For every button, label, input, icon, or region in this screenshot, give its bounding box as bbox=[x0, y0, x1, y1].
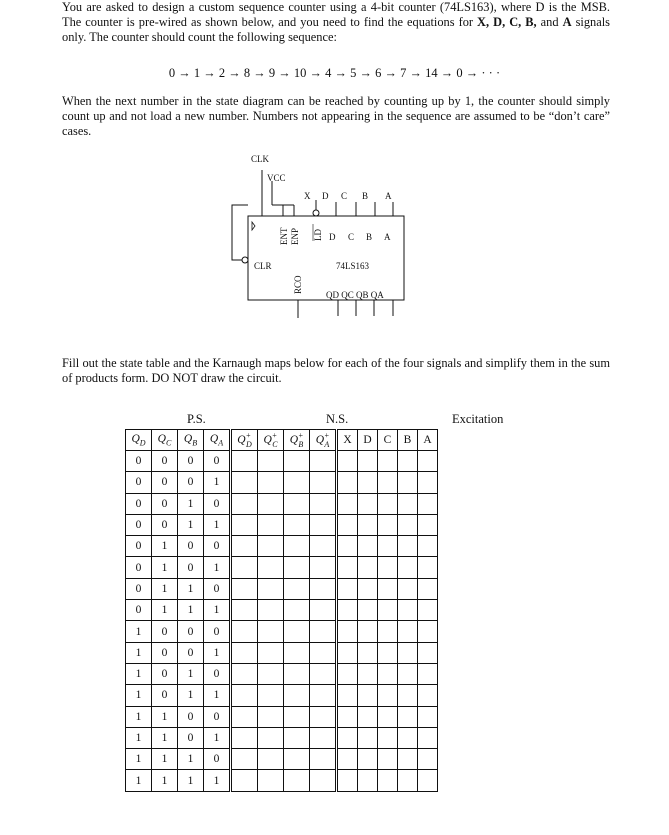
ps-cell: 0 bbox=[178, 706, 204, 727]
excitation-cell[interactable] bbox=[378, 706, 398, 727]
excitation-cell[interactable] bbox=[337, 642, 358, 663]
excitation-cell[interactable] bbox=[398, 472, 418, 493]
ns-cell[interactable] bbox=[258, 706, 284, 727]
excitation-cell[interactable] bbox=[398, 451, 418, 472]
ns-cell[interactable] bbox=[310, 749, 337, 770]
ps-cell: 1 bbox=[152, 770, 178, 791]
ns-cell[interactable] bbox=[258, 663, 284, 684]
ps-cell: 0 bbox=[204, 706, 231, 727]
ps-cell: 0 bbox=[152, 451, 178, 472]
input-a: A bbox=[385, 191, 392, 201]
ns-cell[interactable] bbox=[310, 578, 337, 599]
ns-label: N.S. bbox=[326, 412, 349, 426]
state-table bbox=[125, 429, 438, 792]
ps-cell: 0 bbox=[204, 493, 231, 514]
excitation-cell[interactable] bbox=[378, 770, 398, 791]
excitation-cell[interactable] bbox=[337, 472, 358, 493]
ns-cell[interactable] bbox=[258, 600, 284, 621]
excitation-cell[interactable] bbox=[378, 536, 398, 557]
ns-cell[interactable] bbox=[231, 600, 258, 621]
excitation-cell[interactable] bbox=[418, 451, 438, 472]
table-row bbox=[126, 493, 438, 514]
exc-label: Excitation bbox=[452, 412, 504, 426]
table-row bbox=[126, 770, 438, 791]
excitation-cell[interactable] bbox=[378, 472, 398, 493]
rule-text: When the next number in the state diagram can be reached by counting up by 1, the counter should simply count up and not load a new number. Numbers not appearing in the sequence are assumed to be “don’t care” cases. bbox=[62, 94, 610, 138]
ns-cell[interactable] bbox=[284, 621, 310, 642]
excitation-cell[interactable] bbox=[337, 770, 358, 791]
excitation-cell[interactable] bbox=[378, 642, 398, 663]
ps-cell: 0 bbox=[152, 685, 178, 706]
excitation-cell[interactable] bbox=[398, 514, 418, 535]
ns-cell[interactable] bbox=[284, 514, 310, 535]
excitation-cell[interactable] bbox=[418, 663, 438, 684]
intro-and: and bbox=[536, 15, 563, 29]
ns-cell[interactable] bbox=[310, 514, 337, 535]
excitation-cell[interactable] bbox=[398, 770, 418, 791]
ps-cell: 0 bbox=[126, 578, 152, 599]
ps-cell: 1 bbox=[152, 727, 178, 748]
excitation-cell[interactable] bbox=[358, 642, 378, 663]
excitation-cell[interactable] bbox=[337, 451, 358, 472]
excitation-cell[interactable] bbox=[418, 493, 438, 514]
chip-body bbox=[248, 216, 404, 300]
ns-cell[interactable] bbox=[310, 706, 337, 727]
ns-cell[interactable] bbox=[231, 557, 258, 578]
ns-cell[interactable] bbox=[258, 621, 284, 642]
ps-cell: 0 bbox=[126, 536, 152, 557]
excitation-cell[interactable] bbox=[378, 557, 398, 578]
table-row bbox=[126, 749, 438, 770]
ps-cell: 1 bbox=[152, 557, 178, 578]
ps-cell: 1 bbox=[204, 600, 231, 621]
table-row bbox=[126, 621, 438, 642]
ps-cell: 0 bbox=[204, 663, 231, 684]
excitation-cell[interactable] bbox=[398, 727, 418, 748]
pin-b: B bbox=[366, 232, 373, 242]
excitation-cell[interactable] bbox=[358, 749, 378, 770]
excitation-cell[interactable] bbox=[398, 706, 418, 727]
ps-cell: 0 bbox=[152, 621, 178, 642]
ns-cell[interactable] bbox=[284, 451, 310, 472]
excitation-cell[interactable] bbox=[398, 493, 418, 514]
ns-cell[interactable] bbox=[310, 557, 337, 578]
input-c: C bbox=[341, 191, 348, 201]
ps-cell: 1 bbox=[204, 514, 231, 535]
table-row bbox=[126, 727, 438, 748]
excitation-cell[interactable] bbox=[337, 685, 358, 706]
ns-cell[interactable] bbox=[258, 642, 284, 663]
pin-c: C bbox=[348, 232, 355, 242]
excitation-cell[interactable] bbox=[337, 727, 358, 748]
pin-a: A bbox=[384, 232, 391, 242]
ns-cell[interactable] bbox=[310, 770, 337, 791]
ps-cell: 1 bbox=[178, 493, 204, 514]
intro-vars: X, D, C, B, bbox=[477, 15, 537, 29]
ns-cell[interactable] bbox=[284, 727, 310, 748]
ns-cell[interactable] bbox=[231, 472, 258, 493]
ps-cell: 1 bbox=[152, 536, 178, 557]
excitation-cell[interactable] bbox=[358, 451, 378, 472]
excitation-cell[interactable] bbox=[337, 706, 358, 727]
excitation-cell[interactable] bbox=[378, 451, 398, 472]
ns-cell[interactable] bbox=[310, 663, 337, 684]
ps-cell: 1 bbox=[204, 770, 231, 791]
excitation-cell[interactable] bbox=[337, 557, 358, 578]
ns-cell[interactable] bbox=[258, 472, 284, 493]
ps-cell: 0 bbox=[126, 557, 152, 578]
table-row bbox=[126, 514, 438, 535]
ns-cell[interactable] bbox=[310, 600, 337, 621]
ps-cell: 0 bbox=[178, 536, 204, 557]
excitation-cell[interactable] bbox=[337, 749, 358, 770]
ns-cell[interactable] bbox=[231, 514, 258, 535]
excitation-cell[interactable] bbox=[398, 663, 418, 684]
ent-label: ENT bbox=[279, 227, 289, 245]
ns-cell[interactable] bbox=[310, 493, 337, 514]
ps-cell: 1 bbox=[178, 600, 204, 621]
ns-cell[interactable] bbox=[284, 472, 310, 493]
excitation-cell[interactable] bbox=[398, 685, 418, 706]
ps-cell: 0 bbox=[126, 472, 152, 493]
excitation-cell[interactable] bbox=[398, 642, 418, 663]
chip-label: 74LS163 bbox=[336, 261, 370, 271]
ns-cell[interactable] bbox=[258, 451, 284, 472]
instruction-text: Fill out the state table and the Karnaugh maps below for each of the four signals and simplify them in the sum of products form. DO NOT draw the circuit. bbox=[62, 356, 610, 385]
excitation-cell[interactable] bbox=[378, 621, 398, 642]
excitation-cell[interactable] bbox=[358, 514, 378, 535]
excitation-cell[interactable] bbox=[418, 770, 438, 791]
excitation-cell[interactable] bbox=[418, 536, 438, 557]
ld-label: LD bbox=[313, 229, 323, 241]
ns-cell[interactable] bbox=[258, 536, 284, 557]
ns-cell[interactable] bbox=[231, 770, 258, 791]
ps-cell: 1 bbox=[152, 578, 178, 599]
ps-cell: 0 bbox=[126, 600, 152, 621]
ps-cell: 0 bbox=[152, 642, 178, 663]
excitation-cell[interactable] bbox=[418, 749, 438, 770]
excitation-cell[interactable] bbox=[358, 472, 378, 493]
ps-cell: 1 bbox=[178, 685, 204, 706]
ps-cell: 0 bbox=[178, 727, 204, 748]
table-row bbox=[126, 578, 438, 599]
ns-cell[interactable] bbox=[258, 727, 284, 748]
ps-cell: 0 bbox=[126, 514, 152, 535]
ns-cell[interactable] bbox=[284, 770, 310, 791]
exc-col-b: B bbox=[398, 430, 418, 451]
ns-cell[interactable] bbox=[310, 642, 337, 663]
exc-col-d: D bbox=[358, 430, 378, 451]
excitation-cell[interactable] bbox=[418, 557, 438, 578]
ps-cell: 1 bbox=[126, 642, 152, 663]
excitation-cell[interactable] bbox=[358, 706, 378, 727]
excitation-cell[interactable] bbox=[378, 493, 398, 514]
ps-col-qd: $Q_D$ bbox=[126, 430, 152, 451]
excitation-cell[interactable] bbox=[398, 557, 418, 578]
excitation-cell[interactable] bbox=[418, 600, 438, 621]
enp-label: ENP bbox=[290, 227, 300, 245]
excitation-cell[interactable] bbox=[358, 557, 378, 578]
vcc-label: VCC bbox=[267, 173, 286, 183]
table-row bbox=[126, 472, 438, 493]
excitation-cell[interactable] bbox=[358, 600, 378, 621]
ps-cell: 1 bbox=[178, 770, 204, 791]
ps-cell: 1 bbox=[178, 578, 204, 599]
ns-cell[interactable] bbox=[231, 493, 258, 514]
ns-cell[interactable] bbox=[310, 685, 337, 706]
table-row bbox=[126, 642, 438, 663]
rco-label: RCO bbox=[293, 275, 303, 294]
ps-cell: 0 bbox=[204, 749, 231, 770]
ps-cell: 1 bbox=[178, 663, 204, 684]
header-row bbox=[126, 430, 438, 451]
ps-cell: 1 bbox=[204, 557, 231, 578]
intro-text: You are asked to design a custom sequence counter using a 4-bit counter (74LS163), where D is the MSB. The counter is pre-wired as shown below, and you need to find the equations for bbox=[62, 0, 610, 29]
excitation-cell[interactable] bbox=[398, 621, 418, 642]
ns-cell[interactable] bbox=[231, 578, 258, 599]
excitation-cell[interactable] bbox=[418, 621, 438, 642]
ps-cell: 0 bbox=[126, 493, 152, 514]
ns-cell[interactable] bbox=[258, 578, 284, 599]
ps-cell: 0 bbox=[126, 451, 152, 472]
ns-cell[interactable] bbox=[258, 749, 284, 770]
ps-cell: 1 bbox=[126, 727, 152, 748]
exc-col-a: A bbox=[418, 430, 438, 451]
ns-cell[interactable] bbox=[284, 493, 310, 514]
excitation-cell[interactable] bbox=[418, 727, 438, 748]
excitation-cell[interactable] bbox=[358, 685, 378, 706]
ps-cell: 0 bbox=[204, 578, 231, 599]
excitation-cell[interactable] bbox=[337, 578, 358, 599]
excitation-cell[interactable] bbox=[378, 663, 398, 684]
excitation-cell[interactable] bbox=[418, 514, 438, 535]
ps-col-qc: $Q_C$ bbox=[152, 430, 178, 451]
exc-col-x: X bbox=[337, 430, 358, 451]
clr-label: CLR bbox=[254, 261, 272, 271]
ps-cell: 1 bbox=[126, 749, 152, 770]
ps-cell: 0 bbox=[178, 451, 204, 472]
ns-cell[interactable] bbox=[284, 536, 310, 557]
table-row bbox=[126, 536, 438, 557]
pin-d: D bbox=[329, 232, 336, 242]
excitation-cell[interactable] bbox=[378, 578, 398, 599]
ns-cell[interactable] bbox=[310, 727, 337, 748]
excitation-cell[interactable] bbox=[337, 621, 358, 642]
ps-cell: 0 bbox=[152, 493, 178, 514]
excitation-cell[interactable] bbox=[337, 663, 358, 684]
ps-cell: 0 bbox=[152, 514, 178, 535]
ns-cell[interactable] bbox=[284, 600, 310, 621]
ps-cell: 1 bbox=[126, 706, 152, 727]
ns-cell[interactable] bbox=[284, 642, 310, 663]
ps-cell: 1 bbox=[152, 749, 178, 770]
ns-cell[interactable] bbox=[258, 493, 284, 514]
input-x: X bbox=[304, 191, 311, 201]
ps-cell: 1 bbox=[178, 514, 204, 535]
excitation-cell[interactable] bbox=[398, 578, 418, 599]
ps-cell: 1 bbox=[204, 642, 231, 663]
table-row bbox=[126, 600, 438, 621]
ps-col-qa: $Q_A$ bbox=[204, 430, 231, 451]
table-row bbox=[126, 685, 438, 706]
table-row bbox=[126, 706, 438, 727]
ps-cell: 0 bbox=[204, 451, 231, 472]
ld-bubble bbox=[313, 210, 319, 216]
ps-cell: 0 bbox=[178, 642, 204, 663]
excitation-cell[interactable] bbox=[358, 578, 378, 599]
table-row bbox=[126, 557, 438, 578]
excitation-cell[interactable] bbox=[378, 749, 398, 770]
ns-cell[interactable] bbox=[258, 685, 284, 706]
ps-cell: 1 bbox=[126, 621, 152, 642]
count-sequence: 0 → 1 → 2 → 8 → 9 → 10 → 4 → 5 → 6 → 7 → 14 → 0 → · · · bbox=[168, 66, 501, 80]
ns-cell[interactable] bbox=[231, 536, 258, 557]
ns-cell[interactable] bbox=[310, 451, 337, 472]
ns-cell[interactable] bbox=[231, 642, 258, 663]
ps-cell: 1 bbox=[152, 706, 178, 727]
input-d: D bbox=[322, 191, 329, 201]
table-row bbox=[126, 451, 438, 472]
intro-var-a: A bbox=[562, 15, 572, 29]
ps-cell: 0 bbox=[178, 472, 204, 493]
excitation-cell[interactable] bbox=[358, 493, 378, 514]
ns-cell[interactable] bbox=[231, 663, 258, 684]
excitation-cell[interactable] bbox=[398, 749, 418, 770]
excitation-cell[interactable] bbox=[418, 642, 438, 663]
ps-cell: 1 bbox=[204, 472, 231, 493]
ps-col-qb: $Q_B$ bbox=[178, 430, 204, 451]
ns-cell[interactable] bbox=[231, 749, 258, 770]
excitation-cell[interactable] bbox=[358, 663, 378, 684]
ps-cell: 0 bbox=[178, 621, 204, 642]
excitation-cell[interactable] bbox=[358, 727, 378, 748]
ps-cell: 1 bbox=[204, 685, 231, 706]
ns-col-qa: $Q^+_A$ bbox=[310, 430, 337, 451]
excitation-cell[interactable] bbox=[398, 536, 418, 557]
excitation-cell[interactable] bbox=[378, 600, 398, 621]
excitation-cell[interactable] bbox=[418, 706, 438, 727]
excitation-cell[interactable] bbox=[337, 514, 358, 535]
excitation-cell[interactable] bbox=[358, 536, 378, 557]
ns-cell[interactable] bbox=[310, 472, 337, 493]
ns-cell[interactable] bbox=[231, 621, 258, 642]
ps-cell: 1 bbox=[152, 600, 178, 621]
outputs-label: QD QC QB QA bbox=[326, 290, 384, 300]
ns-cell[interactable] bbox=[284, 706, 310, 727]
input-b: B bbox=[362, 191, 369, 201]
excitation-cell[interactable] bbox=[418, 472, 438, 493]
ns-cell[interactable] bbox=[231, 706, 258, 727]
ps-cell: 0 bbox=[204, 536, 231, 557]
excitation-cell[interactable] bbox=[358, 770, 378, 791]
ps-label: P.S. bbox=[187, 412, 206, 426]
ns-cell[interactable] bbox=[258, 514, 284, 535]
ns-cell[interactable] bbox=[310, 536, 337, 557]
excitation-cell[interactable] bbox=[378, 514, 398, 535]
ps-cell: 0 bbox=[204, 621, 231, 642]
ps-cell: 0 bbox=[152, 663, 178, 684]
clr-bubble bbox=[242, 257, 248, 263]
ns-cell[interactable] bbox=[258, 557, 284, 578]
ns-cell[interactable] bbox=[231, 685, 258, 706]
ps-cell: 0 bbox=[152, 472, 178, 493]
excitation-cell[interactable] bbox=[358, 621, 378, 642]
exc-col-c: C bbox=[378, 430, 398, 451]
excitation-cell[interactable] bbox=[418, 578, 438, 599]
intro-end: signals only. The counter should count the following sequence: bbox=[62, 15, 610, 44]
ps-cell: 0 bbox=[178, 557, 204, 578]
ns-cell[interactable] bbox=[284, 557, 310, 578]
table-row bbox=[126, 663, 438, 684]
ns-cell[interactable] bbox=[284, 749, 310, 770]
ns-cell[interactable] bbox=[310, 621, 337, 642]
ns-cell[interactable] bbox=[231, 727, 258, 748]
ps-cell: 1 bbox=[178, 749, 204, 770]
counter-diagram bbox=[0, 0, 669, 400]
excitation-cell[interactable] bbox=[337, 600, 358, 621]
ns-col-qb: $Q^+_B$ bbox=[284, 430, 310, 451]
ns-cell[interactable] bbox=[231, 451, 258, 472]
ns-col-qc: $Q^+_C$ bbox=[258, 430, 284, 451]
ps-cell: 1 bbox=[126, 770, 152, 791]
ps-cell: 1 bbox=[204, 727, 231, 748]
excitation-cell[interactable] bbox=[418, 685, 438, 706]
excitation-cell[interactable] bbox=[337, 536, 358, 557]
ns-cell[interactable] bbox=[258, 770, 284, 791]
excitation-cell[interactable] bbox=[337, 493, 358, 514]
ns-cell[interactable] bbox=[284, 578, 310, 599]
ns-col-qd: $Q^+_D$ bbox=[231, 430, 258, 451]
ns-cell[interactable] bbox=[284, 685, 310, 706]
ps-cell: 1 bbox=[126, 685, 152, 706]
ps-cell: 1 bbox=[126, 663, 152, 684]
excitation-cell[interactable] bbox=[378, 727, 398, 748]
ns-cell[interactable] bbox=[284, 663, 310, 684]
excitation-cell[interactable] bbox=[378, 685, 398, 706]
excitation-cell[interactable] bbox=[398, 600, 418, 621]
clk-label: CLK bbox=[251, 154, 269, 164]
